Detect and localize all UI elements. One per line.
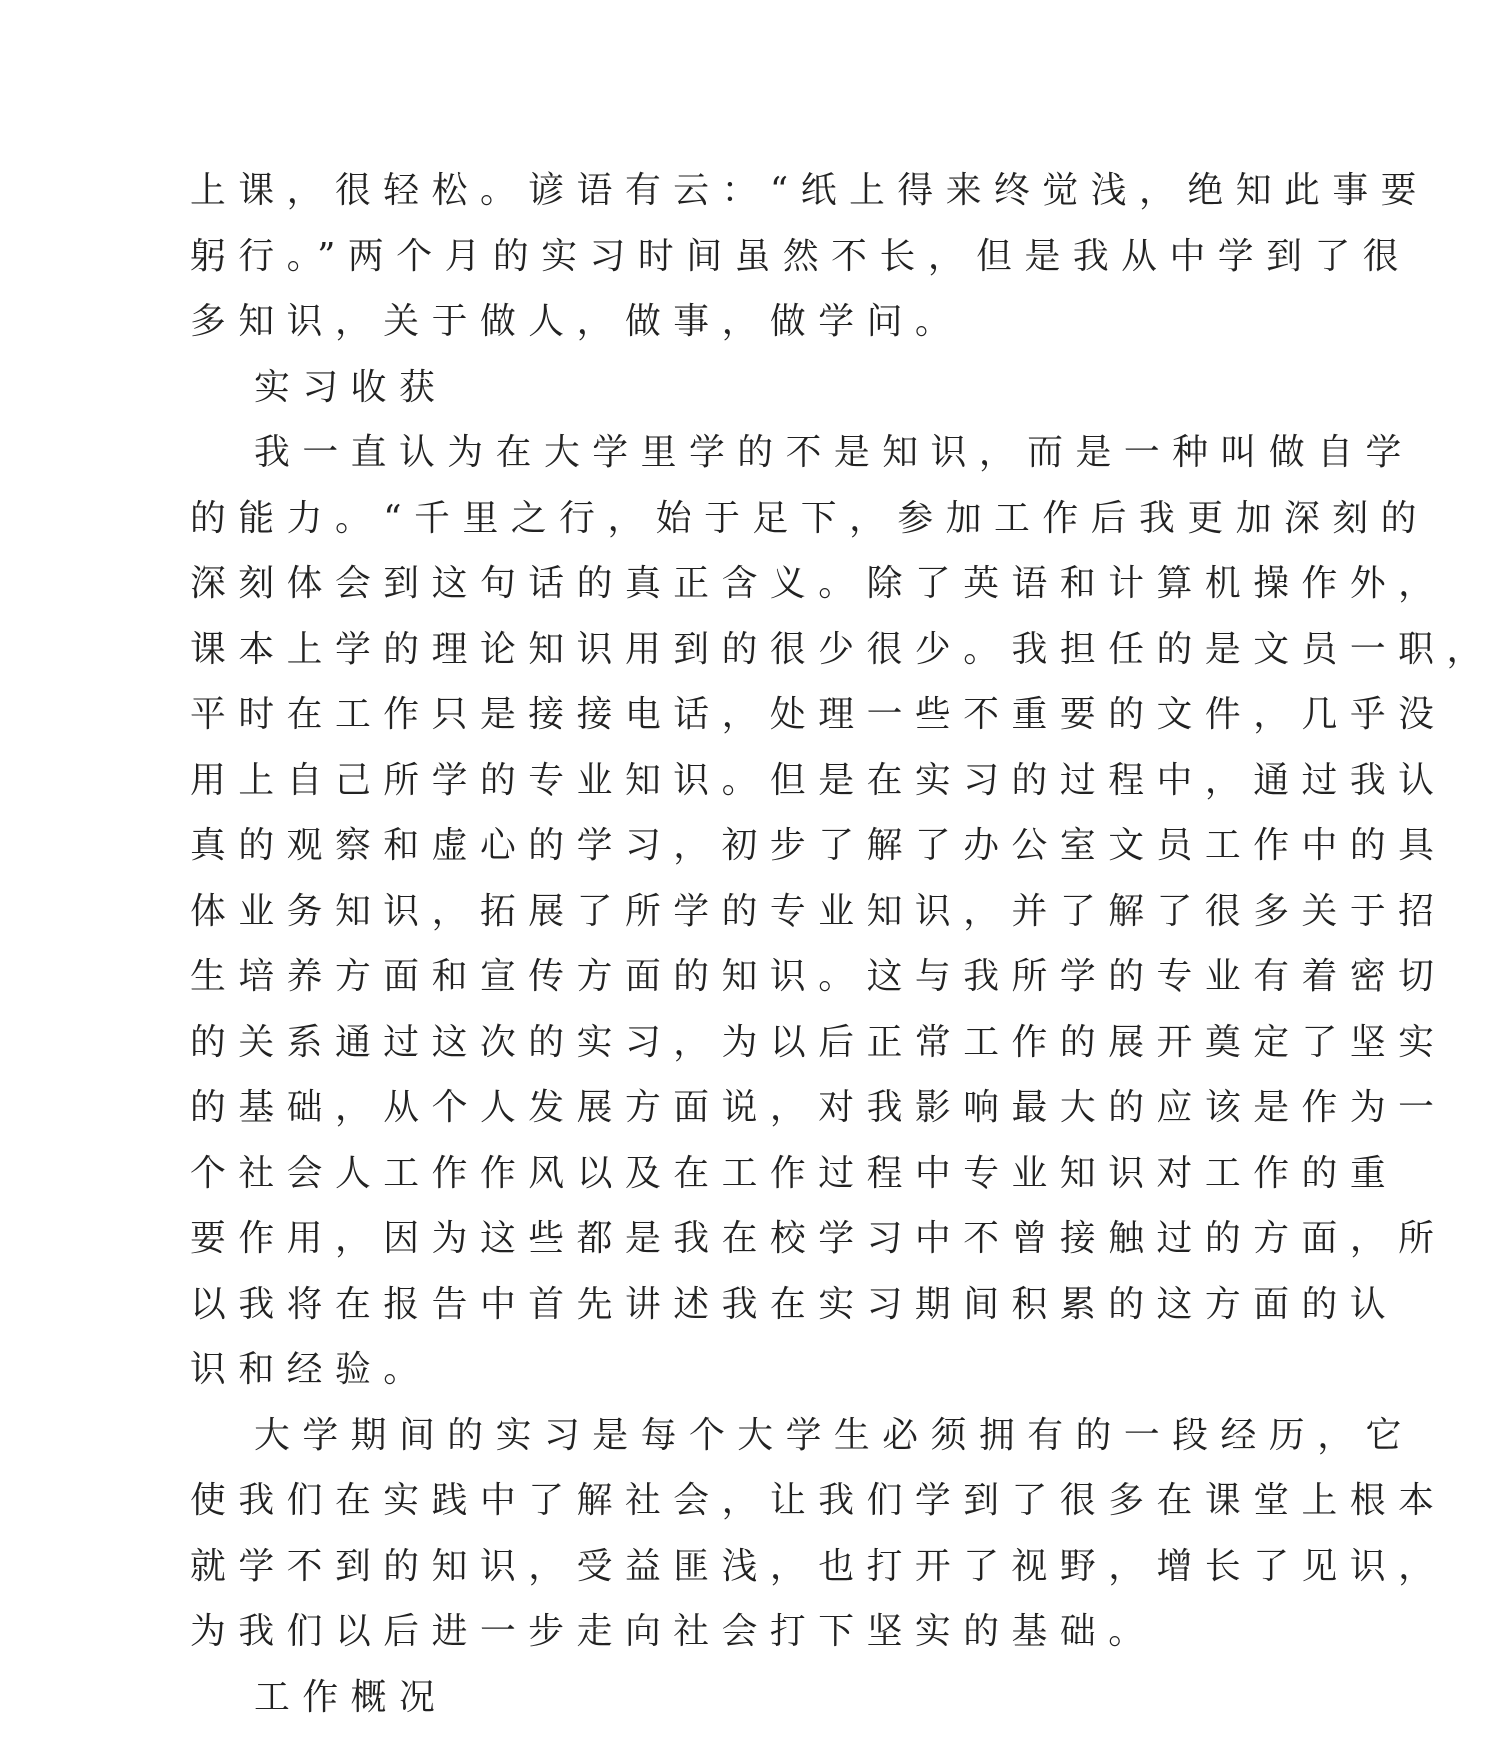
text-line: 用上自己所学的专业知识。但是在实习的过程中，通过我认 [190,759,1447,801]
section-heading-internship-gains [190,355,1060,421]
text-line: 的基础，从个人发展方面说，对我影响最大的应该是作为一 [190,1087,1447,1128]
text-line: 真的观察和虚心的学习，初步了解了办公室文员工作中的具 [190,825,1447,866]
paragraph-intro-continuation [190,158,1430,355]
text-line: 躬行。”两个月的实习时间虽然不长，但是我从中学到了很 [190,235,1412,277]
text-line: 识和经验。 [190,1349,432,1390]
text-line: 为我们以后进一步走向社会打下坚实的基础。 [190,1611,1157,1652]
paragraph-internship-gains [190,420,1495,1403]
text-line: 深刻体会到这句话的真正含义。除了英语和计算机操作外， [190,563,1447,604]
text-line: 课本上学的理论知识用到的很少很少。我担任的是文员一职， [190,628,1495,670]
text-line: 的能力。“千里之行，始于足下，参加工作后我更加深刻的 [190,497,1430,539]
section-heading-work-overview [190,1665,1060,1731]
text-line: 上课，很轻松。谚语有云：“纸上得来终觉浅，绝知此事要 [190,170,1430,211]
text-line: 使我们在实践中了解社会，让我们学到了很多在课堂上根本 [190,1480,1447,1521]
text-line: 我一直认为在大学里学的不是知识，而是一种叫做自学 [254,432,1414,473]
section-heading: 工作概况 [254,1676,448,1718]
text-line: 要作用，因为这些都是我在校学习中不曾接触过的方面，所 [190,1218,1447,1259]
text-line: 生培养方面和宣传方面的知识。这与我所学的专业有着密切 [190,956,1447,997]
text-line: 平时在工作只是接接电话，处理一些不重要的文件，几乎没 [190,694,1447,735]
document-body [190,158,1495,1730]
text-line: 就学不到的知识，受益匪浅，也打开了视野，增长了见识， [190,1545,1447,1587]
text-line: 的关系通过这次的实习，为以后正常工作的展开奠定了坚实 [190,1021,1447,1063]
text-line: 个社会人工作作风以及在工作过程中专业知识对工作的重 [190,1152,1399,1194]
paragraph-university-internship [190,1403,1447,1665]
text-line: 多知识，关于做人，做事，做学问。 [190,301,964,342]
text-line: 大学期间的实习是每个大学生必须拥有的一段经历，它 [254,1414,1414,1456]
text-line: 以我将在报告中首先讲述我在实习期间积累的这方面的认 [190,1283,1399,1325]
text-line: 体业务知识，拓展了所学的专业知识，并了解了很多关于招 [190,890,1447,932]
section-heading: 实习收获 [254,366,448,408]
